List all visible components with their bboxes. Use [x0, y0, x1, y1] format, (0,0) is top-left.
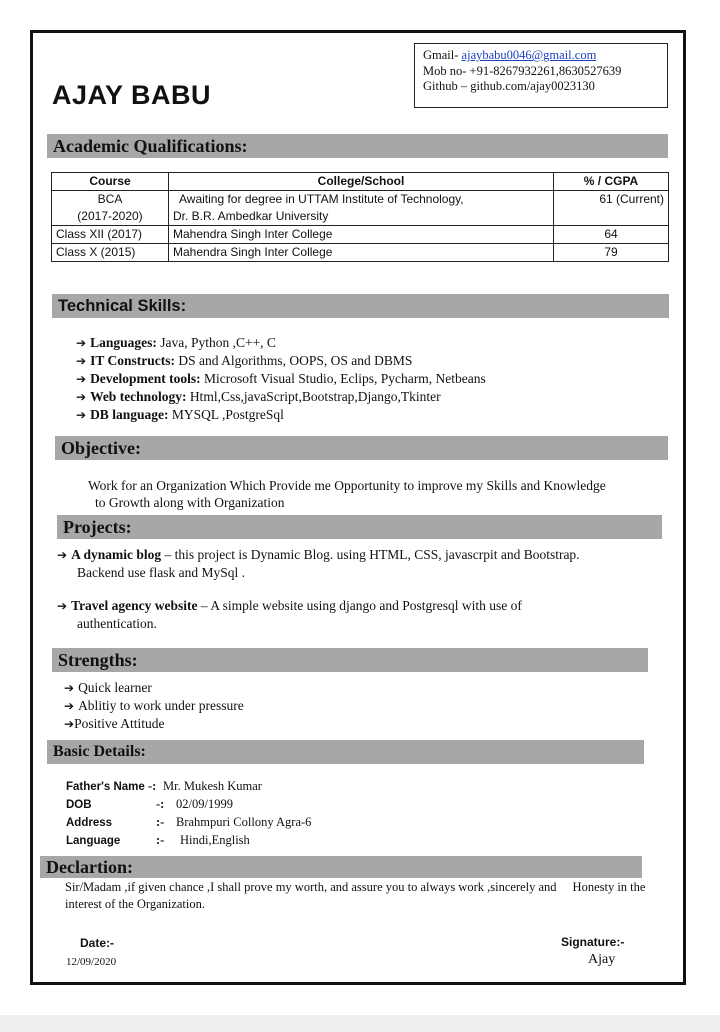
arrow-right-icon: ➔ [64, 717, 75, 731]
github-line: Github – github.com/ajay0023130 [423, 79, 595, 93]
academic-table [51, 172, 669, 262]
detail-row: DOB -: 02/09/1999 [66, 797, 233, 811]
list-item: ➔ Languages: Java, Python ,C++, C [76, 335, 276, 350]
course-cell: Class XII (2017) [52, 226, 169, 244]
skills-list [76, 334, 486, 424]
date-label: Date:- [80, 936, 115, 950]
candidate-name: AJAY BABU [52, 80, 212, 110]
project-item: ➔ Travel agency website – A simple website using django and Postgresql with use of authentication. [57, 598, 522, 631]
course-cell: BCA (2017-2020) [52, 191, 169, 226]
list-item: ➔Positive Attitude [64, 716, 165, 731]
gmail-line [423, 48, 667, 64]
list-item: ➔ DB language: MYSQL ,PostgreSql [76, 407, 284, 422]
skills-heading: Technical Skills: [52, 294, 669, 318]
list-item: ➔ Web technology: Html,Css,javaScript,Bootstrap,Django,Tkinter [76, 389, 441, 404]
college-cell: Awaiting for degree in UTTAM Institute of Technology, Dr. B.R. Ambedkar University [169, 191, 554, 226]
list-item: ➔ Ablitiy to work under pressure [64, 698, 244, 713]
gmail-label: Gmail- [423, 48, 462, 62]
course-cell: Class X (2015) [52, 244, 169, 262]
detail-row: Address :- Brahmpuri Collony Agra-6 [66, 815, 312, 829]
mobile-line: Mob no- +91-8267932261,8630527639 [423, 63, 622, 78]
college-cell: Mahendra Singh Inter College [169, 244, 554, 262]
basic-details-heading: Basic Details: [47, 740, 644, 764]
college-cell: Mahendra Singh Inter College [169, 226, 554, 244]
objective-text: Work for an Organization Which Provide me Opportunity to improve my Skills and Knowledge to Growth along with Organization [88, 478, 606, 510]
detail-row: Language :- Hindi,English [66, 833, 250, 847]
strengths-list [64, 679, 244, 733]
signature-label: Signature:- [561, 935, 625, 949]
basic-details [66, 778, 311, 850]
date-value: 12/09/2020 [66, 956, 117, 968]
arrow-right-icon: ➔ [57, 599, 68, 613]
list-item: ➔ Quick learner [64, 680, 152, 695]
arrow-right-icon: ➔ [64, 681, 75, 695]
declaration-heading: Declartion: [40, 856, 642, 878]
score-cell: 61 (Current) [554, 191, 669, 226]
column-header: Course [52, 173, 169, 191]
gmail-link[interactable]: ajaybabu0046@gmail.com [461, 48, 597, 62]
score-cell: 64 [554, 226, 669, 244]
declaration-text: Sir/Madam ,if given chance ,I shall prove my worth, and assure you to always work ,sincerely and Honesty in the interest of the Organization. [65, 880, 646, 911]
arrow-right-icon: ➔ [64, 699, 75, 713]
projects-heading: Projects: [57, 515, 662, 539]
academic-heading: Academic Qualifications: [47, 134, 668, 158]
column-header: College/School [169, 173, 554, 191]
project-item: ➔ A dynamic blog – this project is Dynamic Blog. using HTML, CSS, javascrpit and Bootstrap. Backend use flask and MySql . [57, 547, 580, 580]
table-row [52, 191, 669, 226]
list-item: ➔ IT Constructs: DS and Algorithms, OOPS, OS and DBMS [76, 353, 413, 368]
column-header: % / CGPA [554, 173, 669, 191]
arrow-right-icon: ➔ [57, 548, 68, 562]
arrow-right-icon: ➔ [76, 390, 87, 404]
objective-heading: Objective: [55, 436, 668, 460]
list-item: ➔ Development tools: Microsoft Visual Studio, Eclips, Pycharm, Netbeans [76, 371, 486, 386]
strengths-heading: Strengths: [52, 648, 648, 672]
arrow-right-icon: ➔ [76, 354, 87, 368]
score-cell: 79 [554, 244, 669, 262]
contact-box [414, 43, 668, 108]
arrow-right-icon: ➔ [76, 336, 87, 350]
table-row [52, 244, 669, 262]
table-header-row [52, 173, 669, 191]
signature-value: Ajay [588, 952, 616, 967]
table-row [52, 226, 669, 244]
detail-row: Father's Name -: Mr. Mukesh Kumar [66, 779, 262, 793]
arrow-right-icon: ➔ [76, 372, 87, 386]
arrow-right-icon: ➔ [76, 408, 87, 422]
